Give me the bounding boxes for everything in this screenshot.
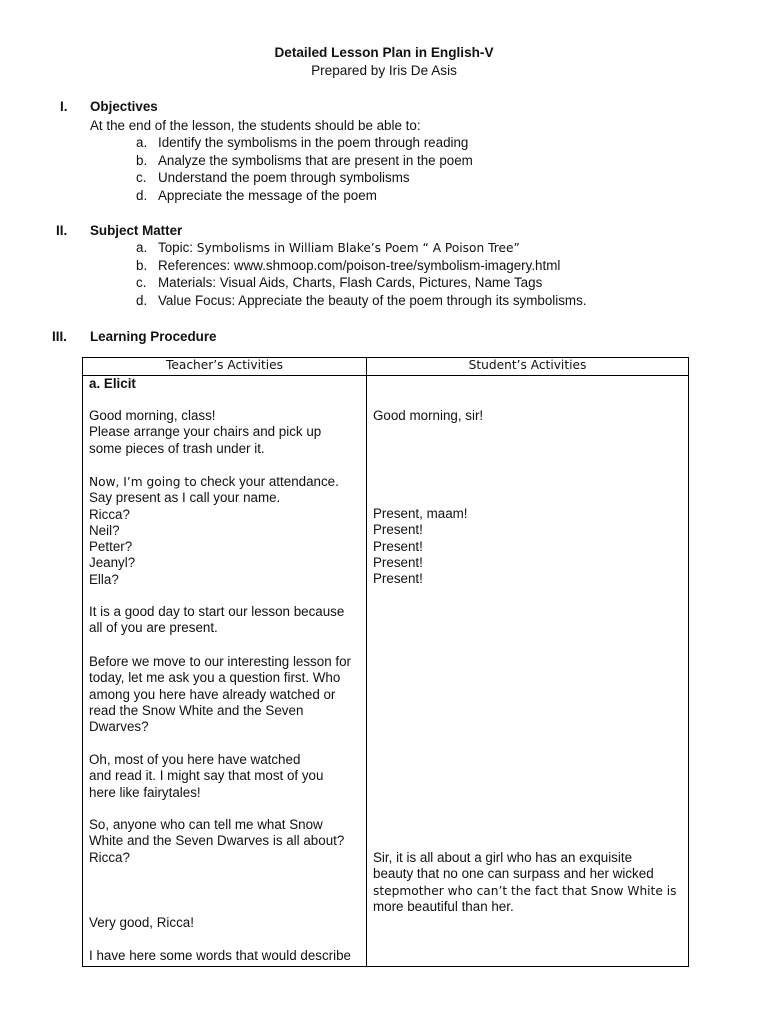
list-text: Understand the poem through symbolisms (158, 170, 410, 185)
teacher-line: read the Snow White and the Seven (89, 702, 304, 718)
teacher-line: all of you are present. (89, 620, 218, 636)
student-line: more beautiful than her. (373, 898, 514, 914)
list-marker: b. (136, 152, 148, 168)
teacher-line: today, let me ask you a question first. Who (89, 670, 341, 686)
section-number-objectives: I. (60, 99, 68, 114)
student-line: Present! (373, 522, 423, 538)
teacher-block (89, 915, 361, 931)
teacher-line: Ricca? (89, 506, 130, 522)
section-heading-objectives: Objectives (90, 99, 158, 114)
teacher-block (89, 604, 361, 637)
teacher-line: here like fairytales! (89, 784, 201, 800)
teacher-line: Say present as I call your name. (89, 490, 281, 506)
list-text: Materials: Visual Aids, Charts, Flash Cards, Pictures, Name Tags (158, 275, 543, 290)
student-line: stepmother who can’t the fact that Snow White is (373, 883, 677, 898)
teacher-line: Before we move to our interesting lesson for (89, 654, 351, 669)
list-marker: d. (136, 187, 148, 203)
list-marker: d. (136, 292, 148, 308)
teacher-line: some pieces of trash under it. (89, 440, 265, 456)
teacher-line: and read it. I might say that most of you (89, 768, 324, 784)
list-text (158, 239, 520, 258)
student-activities-cell (367, 376, 689, 967)
list-text: Appreciate the message of the poem (158, 187, 377, 203)
document-title: Detailed Lesson Plan in English-V (274, 45, 494, 60)
student-block (373, 506, 683, 587)
table-row (83, 376, 689, 967)
teacher-line: It is a good day to start our lesson because (89, 604, 345, 619)
table-header-row (83, 358, 689, 376)
teacher-line: Oh, most of you here have watched (89, 752, 301, 767)
student-line: Present! (373, 554, 423, 570)
teacher-line: Very good, Ricca! (89, 915, 194, 930)
teacher-block (89, 408, 361, 457)
objectives-intro: At the end of the lesson, the students should be able to: (90, 118, 421, 133)
teacher-block (89, 817, 361, 866)
topic-value: Symbolisms in William Blake’s Poem “ A Poison Tree” (196, 241, 520, 255)
teacher-block (89, 376, 361, 392)
teacher-line (89, 474, 361, 490)
list-marker: c. (136, 275, 147, 290)
student-line: Sir, it is all about a girl who has an exquisite (373, 850, 633, 865)
teacher-block (89, 654, 361, 735)
teacher-block (89, 474, 361, 588)
list-marker: c. (136, 170, 147, 185)
teacher-line: Ricca? (89, 849, 130, 865)
section-heading-learning-procedure: Learning Procedure (90, 329, 217, 344)
teacher-activities-cell (83, 376, 367, 967)
teacher-block (89, 752, 361, 801)
student-line: beauty that no one can surpass and her wicked (373, 866, 654, 882)
list-marker: a. (136, 135, 148, 150)
section-number-subject-matter: II. (56, 223, 68, 238)
teacher-line: I have here some words that would describe (89, 948, 352, 963)
teacher-line: Ella? (89, 571, 119, 587)
column-header-teacher: Teacher’s Activities (83, 358, 367, 376)
student-line: Present! (373, 571, 423, 587)
teacher-line: Petter? (89, 539, 133, 555)
teacher-line: Neil? (89, 522, 120, 538)
teacher-line: Please arrange your chairs and pick up (89, 424, 322, 440)
teacher-line-part: check your attendance. (200, 474, 339, 489)
document-subtitle: Prepared by Iris De Asis (311, 63, 457, 78)
list-text: Analyze the symbolisms that are present in the poem (158, 152, 473, 168)
student-line: Present! (373, 538, 423, 554)
list-marker: a. (136, 240, 148, 255)
list-marker: b. (136, 257, 148, 273)
student-line: Good morning, sir! (373, 408, 484, 423)
teacher-block (89, 948, 361, 964)
teacher-line-part: Now, I’m going to (89, 475, 197, 489)
section-label-elicit: a. Elicit (89, 376, 136, 391)
section-number-learning-procedure: III. (52, 329, 67, 344)
list-text: Identify the symbolisms in the poem through reading (158, 135, 469, 150)
teacher-line: Jeanyl? (89, 555, 136, 571)
section-heading-subject-matter: Subject Matter (90, 223, 183, 238)
teacher-line: Dwarves? (89, 719, 149, 735)
student-line: Present, maam! (373, 506, 468, 521)
teacher-line: White and the Seven Dwarves is all about? (89, 833, 345, 849)
teacher-line: Good morning, class! (89, 408, 216, 423)
teacher-line: So, anyone who can tell me what Snow (89, 817, 323, 832)
student-block (373, 850, 683, 915)
list-text: Value Focus: Appreciate the beauty of the poem through its symbolisms. (158, 292, 587, 308)
list-text: References: www.shmoop.com/poison-tree/symbolism-imagery.html (158, 257, 561, 273)
learning-procedure-table (82, 357, 689, 967)
column-header-student: Student’s Activities (367, 358, 689, 376)
topic-label: Topic: (158, 240, 193, 255)
student-block (373, 408, 683, 424)
teacher-line: among you here have already watched or (89, 686, 336, 702)
